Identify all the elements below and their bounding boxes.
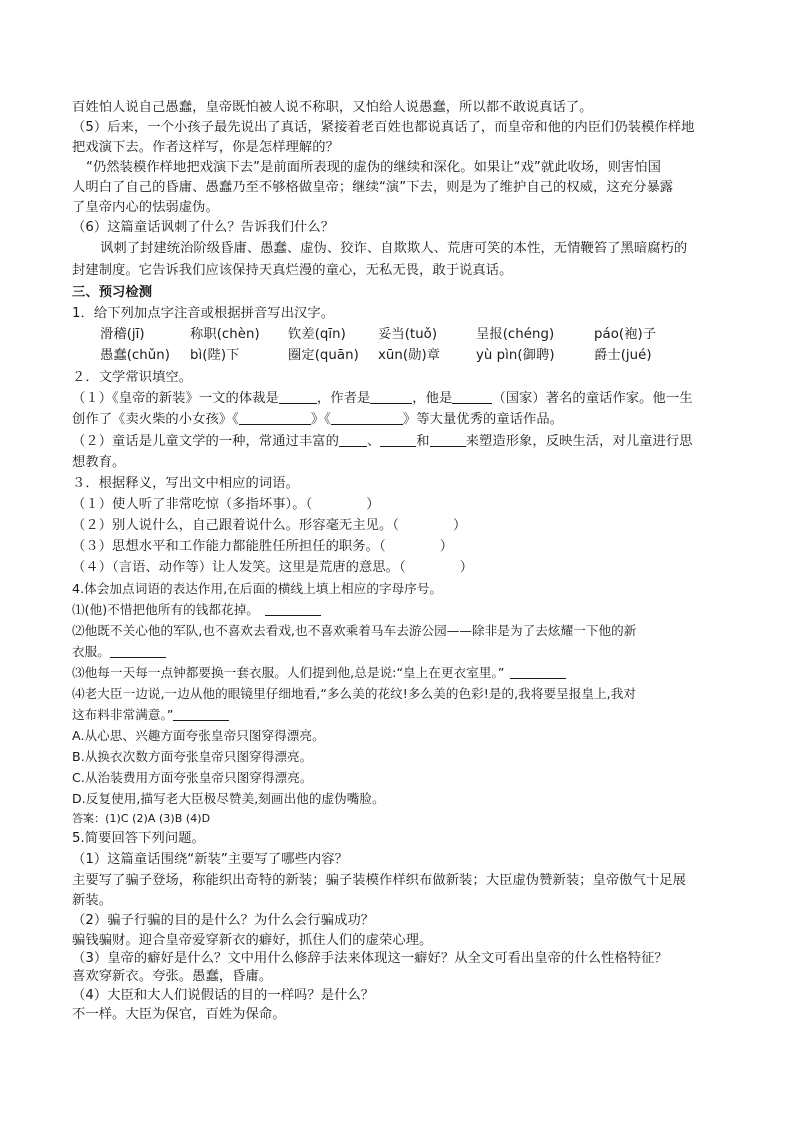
pinyin-item: 爵士(jué) bbox=[594, 348, 652, 363]
text-line: 封建制度。它告诉我们应该保持天真烂漫的童心，无私无畏，敢于说真话。 bbox=[72, 263, 513, 278]
option-c: C.从治装费用方面夸张皇帝只图穿得漂亮。 bbox=[72, 770, 313, 785]
exercise-2-2 bbox=[72, 432, 693, 452]
exercise-5-title: 5.简要回答下列问题。 bbox=[72, 831, 205, 846]
answer-5-2: 骗钱骗财。迎合皇帝爱穿新衣的癖好，抓住人们的虚荣心理。 bbox=[72, 933, 433, 948]
pinyin-item: 妥当(tuǒ) bbox=[378, 327, 438, 342]
answer-5-4: 不一样。大臣为保官，百姓为保命。 bbox=[72, 1007, 286, 1022]
text-line: 人明白了自己的昏庸、愚蠢乃至不够格做皇帝；继续“演”下去，则是为了维护自己的权威，这充分暴露 bbox=[72, 180, 674, 195]
answer-blank[interactable] bbox=[339, 432, 367, 447]
exercise-5-2: （2）骗子行骗的目的是什么？为什么会行骗成功？ bbox=[72, 913, 375, 928]
exercise-5-3: （3）皇帝的癖好是什么？文中用什么修辞手法来体现这一癖好？从全文可看出皇帝的什么性格特征？ bbox=[72, 951, 668, 966]
pinyin-item: 愚蠢(chǔn) bbox=[100, 348, 170, 363]
answer-blank[interactable] bbox=[380, 432, 416, 447]
text-line: 想教育。 bbox=[72, 455, 126, 470]
text-segment: （１）使人听了非常吃惊（多指坏事）。（ bbox=[72, 497, 313, 512]
text-segment: ⑶他每一天每一点钟都要换一套衣服。人们提到他,总是说:“皇上在更衣室里。” bbox=[72, 665, 505, 680]
exercise-2-title: ２．文学常识填空。 bbox=[72, 370, 193, 385]
text-line bbox=[72, 705, 229, 725]
answer-6: 讽刺了封建统治阶级昏庸、愚蠢、虚伪、狡诈、自欺欺人、荒唐可笑的本性，无情鞭笞了黑暗腐朽的 bbox=[100, 241, 688, 256]
option-b: B.从换衣次数方面夸张皇帝只图穿得漂亮。 bbox=[72, 749, 313, 764]
answer-blank[interactable] bbox=[265, 601, 321, 616]
text-segment: （１）《皇帝的新装》一文的体裁是 bbox=[72, 391, 279, 406]
pinyin-item: 钦差(qīn) bbox=[288, 327, 346, 342]
exercise-2-1 bbox=[72, 389, 693, 409]
answer-5-3: 喜欢穿新衣。夸张。愚蠢，昏庸。 bbox=[72, 969, 273, 984]
pinyin-item: 呈报(chéng) bbox=[476, 327, 555, 342]
text-line: 新装。 bbox=[72, 893, 113, 908]
option-a: A.从心思、兴趣方面夸张皇帝只图穿得漂亮。 bbox=[72, 728, 325, 743]
answer-key: 答案：(1)C (2)A (3)B (4)D bbox=[72, 812, 211, 825]
text-segment: 衣服。 bbox=[72, 644, 110, 659]
text-segment: （３）思想水平和工作能力都能胜任所担任的职务。（ bbox=[72, 539, 386, 554]
text-segment: （国家）著名的童话作家。他一生 bbox=[492, 391, 693, 406]
text-segment: ，他是 bbox=[412, 391, 453, 406]
exercise-5-1: （1）这篇童话围绕“新装”主要写了哪些内容？ bbox=[72, 852, 348, 867]
pinyin-row-2 bbox=[100, 346, 664, 366]
pinyin-item: bì(陛)下 bbox=[190, 348, 240, 363]
text-segment: ） bbox=[439, 539, 454, 554]
answer-blank[interactable] bbox=[173, 706, 229, 721]
exercise-3-4 bbox=[72, 558, 473, 578]
text-segment: 创作了《卖火柴的小女孩》《 bbox=[72, 412, 239, 427]
pinyin-item: 圈定(quān) bbox=[288, 348, 359, 363]
text-segment: 、 bbox=[366, 434, 381, 449]
exercise-4-title: 4.体会加点词语的表达作用,在后面的横线上填上相应的字母序号。 bbox=[72, 581, 443, 596]
answer-blank[interactable] bbox=[452, 389, 492, 404]
question-5: （5）后来，一个小孩子最先说出了真话，紧接着老百姓也都说真话了，而皇帝和他的内臣们仍装模作样地 bbox=[72, 120, 695, 135]
exercise-1-title: 1．给下列加点字注音或根据拼音写出汉字。 bbox=[72, 306, 335, 321]
section-heading: 三、预习检测 bbox=[72, 285, 153, 300]
text-segment: ） bbox=[459, 560, 474, 575]
text-segment: （４）（言语、动作等）让人发笑。这里是荒唐的意思。（ bbox=[72, 560, 406, 575]
answer-5-1: 主要写了骗子登场，称能织出奇特的新装；骗子装模作样织布做新装；大臣虚伪赞新装；皇帝傲气十足展 bbox=[72, 873, 686, 888]
text-segment: 来塑造形象，反映生活，对儿童进行思 bbox=[465, 434, 693, 449]
answer-blank[interactable] bbox=[239, 410, 311, 425]
pinyin-row-1 bbox=[100, 325, 664, 345]
text-line bbox=[72, 410, 563, 430]
answer-blank[interactable] bbox=[370, 389, 412, 404]
pinyin-item: yù pìn(御聘) bbox=[476, 348, 555, 363]
text-line: 了皇帝内心的怯弱虚伪。 bbox=[72, 200, 219, 215]
answer-blank[interactable] bbox=[279, 389, 317, 404]
text-segment: 》《 bbox=[310, 412, 331, 427]
text-line: 百姓怕人说自己愚蠢，皇帝既怕被人说不称职，又怕给人说愚蠢，所以都不敢说真话了。 bbox=[72, 100, 593, 115]
text-line bbox=[72, 642, 166, 662]
pinyin-item: xūn(勋)章 bbox=[378, 348, 441, 363]
exercise-4-1 bbox=[72, 600, 321, 620]
text-segment: ） bbox=[453, 518, 467, 533]
exercise-3-title: ３．根据释义，写出文中相应的词语。 bbox=[72, 476, 299, 491]
text-segment: ） bbox=[366, 497, 380, 512]
pinyin-item: páo(袍)子 bbox=[594, 327, 657, 342]
pinyin-item: 滑稽(jī) bbox=[100, 327, 145, 342]
answer-blank[interactable] bbox=[331, 410, 403, 425]
exercise-4-4: ⑷老大臣一边说,一边从他的眼镜里仔细地看,“多么美的花纹!多么美的色彩!是的,我将要呈报皇上,我对 bbox=[72, 686, 637, 701]
answer-5: “仍然装模作样地把戏演下去”是前面所表现的虚伪的继续和深化。如果让“戏”就此收场，则害怕国 bbox=[86, 160, 661, 175]
exercise-3-2 bbox=[72, 516, 466, 536]
text-segment: ，作者是 bbox=[316, 391, 371, 406]
text-segment: （２）童话是儿童文学的一种，常通过丰富的 bbox=[72, 434, 339, 449]
exercise-3-3 bbox=[72, 537, 453, 557]
text-line: 把戏演下去。作者这样写，你是怎样理解的？ bbox=[72, 140, 339, 155]
text-segment: 这布料非常满意。” bbox=[72, 707, 174, 722]
text-segment: ⑴(他)不惜把他所有的钱都花掉。 bbox=[72, 602, 259, 617]
exercise-4-3 bbox=[72, 663, 566, 683]
option-d: D.反复使用,描写老大臣极尽赞美,刻画出他的虚伪嘴脸。 bbox=[72, 791, 385, 806]
answer-blank[interactable] bbox=[430, 432, 466, 447]
answer-blank[interactable] bbox=[510, 664, 566, 679]
question-6: （6）这篇童话讽刺了什么？告诉我们什么？ bbox=[72, 220, 335, 235]
pinyin-item: 称职(chèn) bbox=[190, 327, 260, 342]
text-segment: 和 bbox=[416, 434, 430, 449]
exercise-4-2: ⑵他既不关心他的军队,也不喜欢去看戏,也不喜欢乘着马车去游公园——除非是为了去炫耀一下他的新 bbox=[72, 623, 637, 638]
exercise-3-1 bbox=[72, 495, 380, 515]
exercise-5-4: （4）大臣和大人们说假话的目的一样吗？是什么？ bbox=[72, 988, 375, 1003]
text-segment: （２）别人说什么，自己跟着说什么。形容毫无主见。（ bbox=[72, 518, 400, 533]
answer-blank[interactable] bbox=[110, 643, 166, 658]
text-segment: 》等大量优秀的童话作品。 bbox=[402, 412, 564, 427]
